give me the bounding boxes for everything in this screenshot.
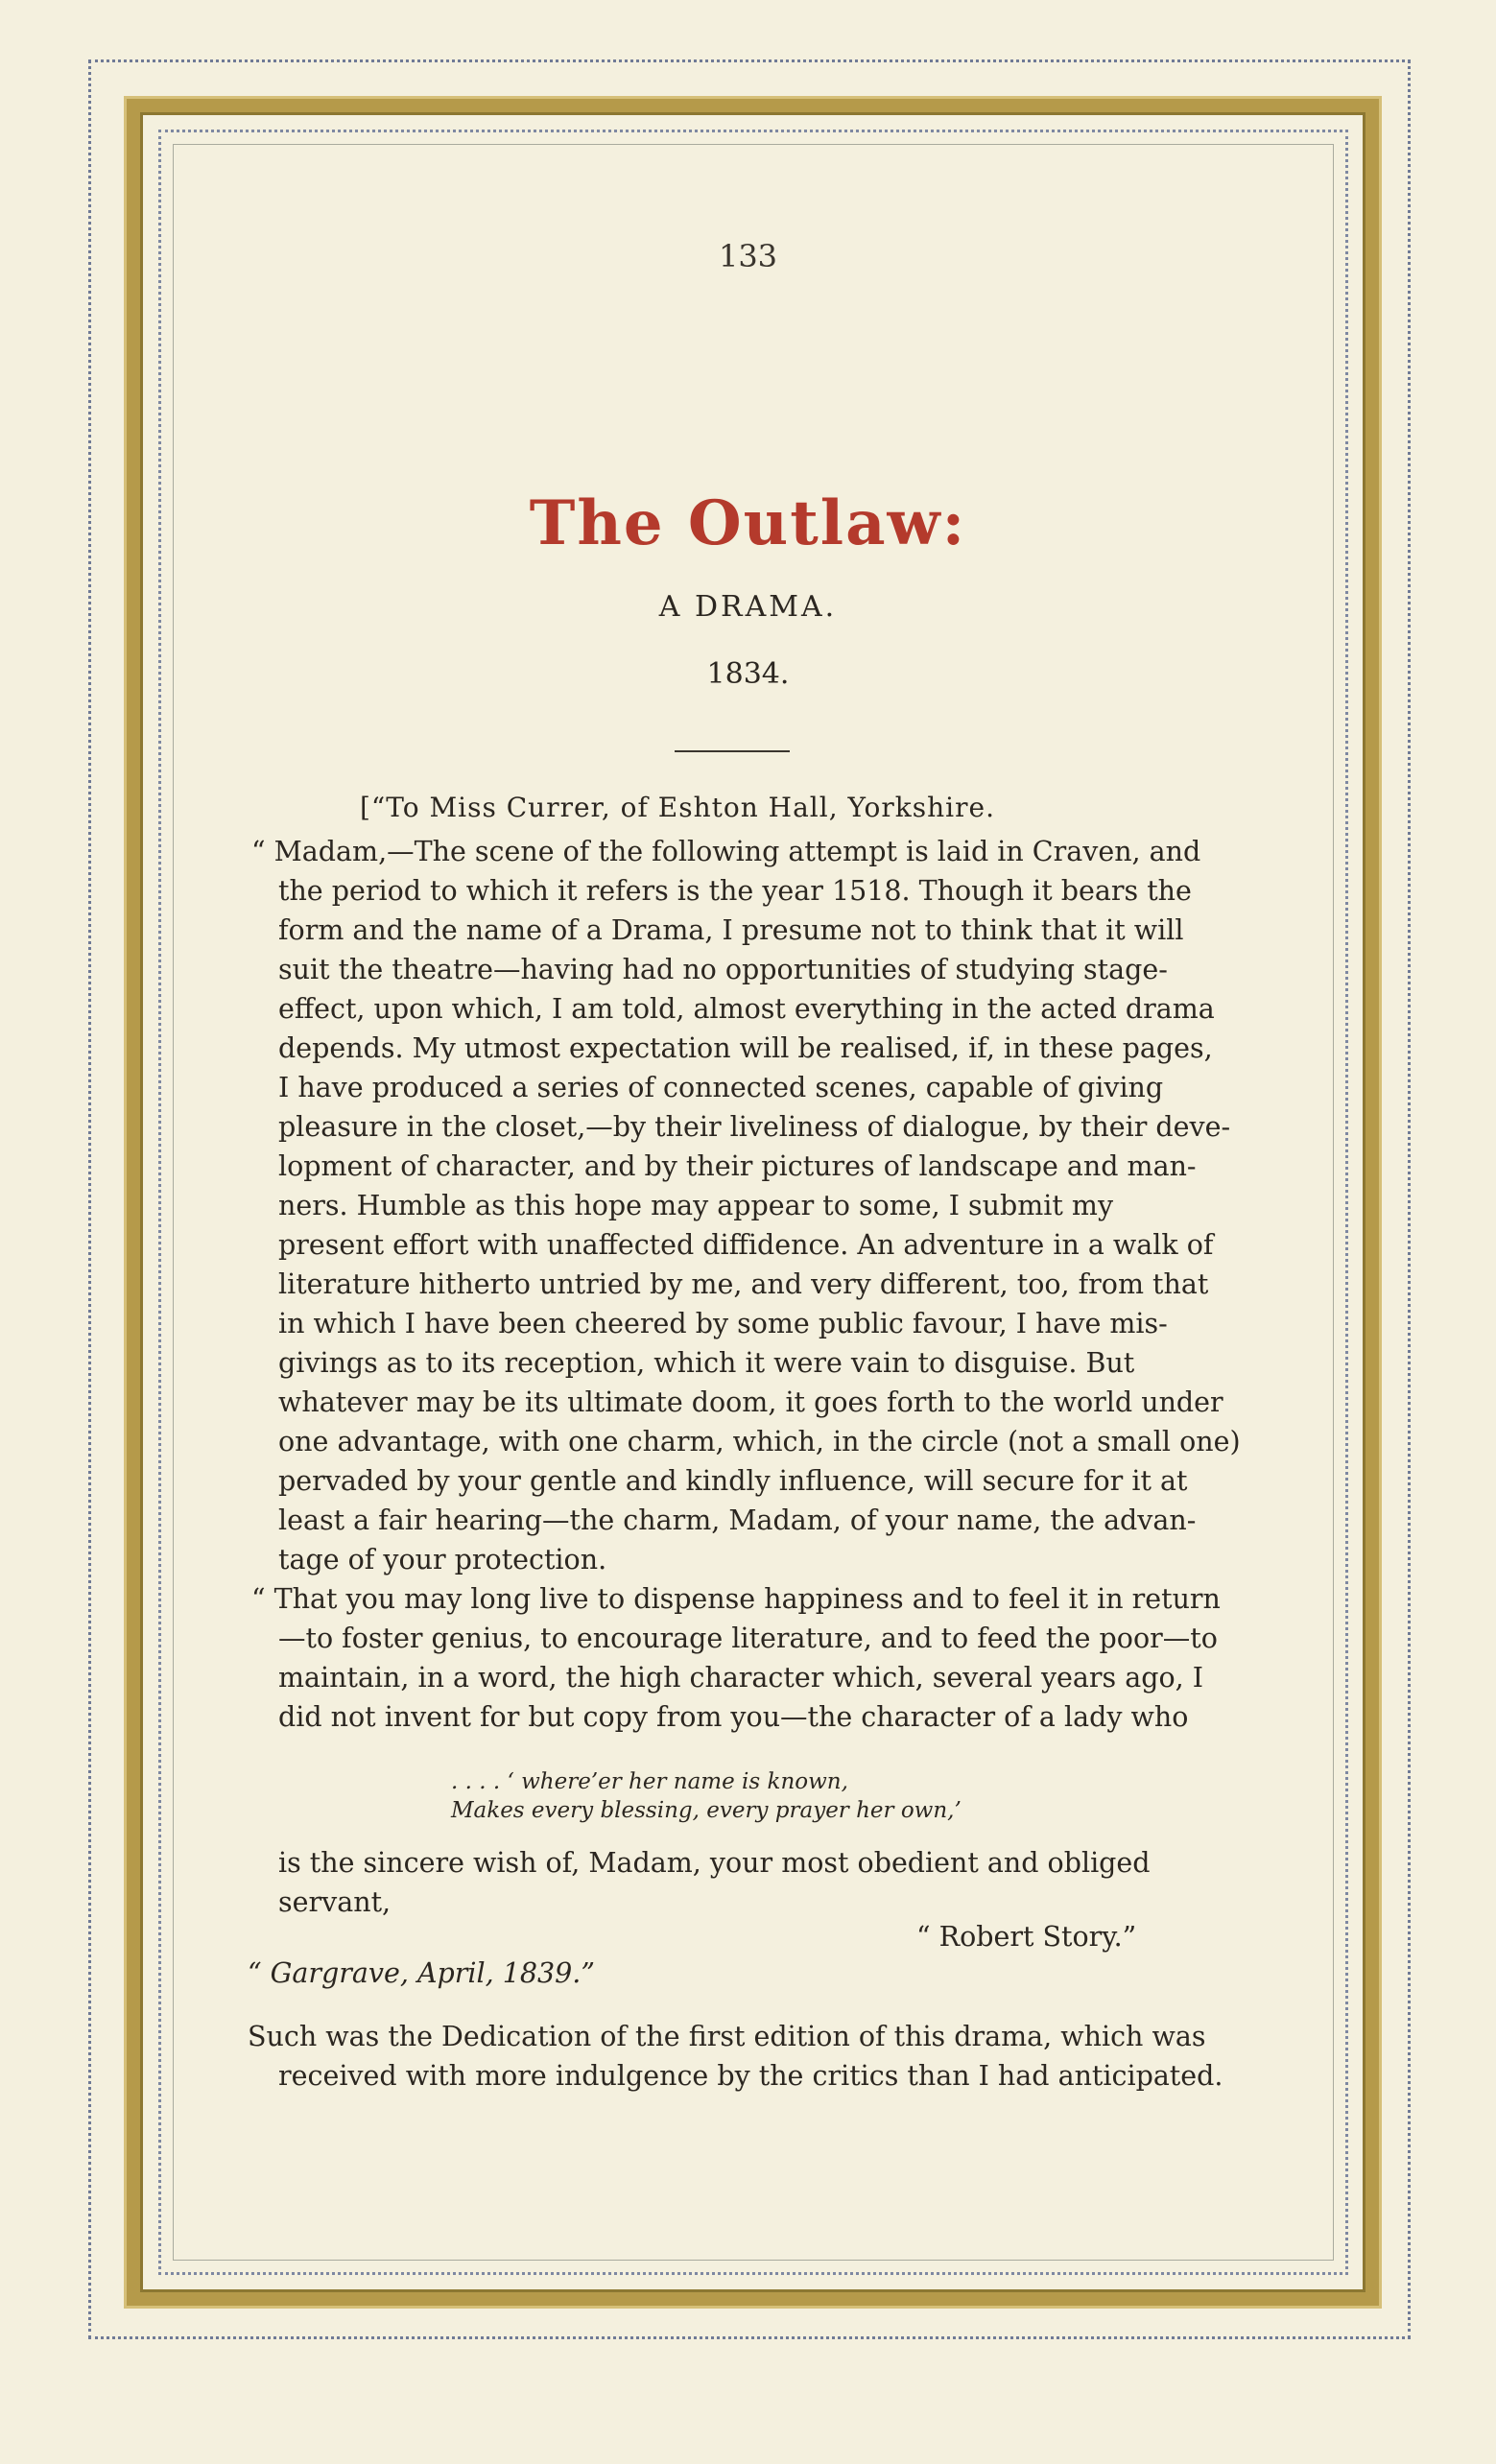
dateline: “ Gargrave, April, 1839.” — [248, 1957, 595, 1989]
letter-line: suit the theatre—having had no opportunities of studying stage- — [278, 954, 1168, 985]
signature: “ Robert Story.” — [916, 1921, 1137, 1953]
letter-line: pervaded by your gentle and kindly influence, will secure for it at — [278, 1465, 1188, 1497]
letter-line: present effort with unaffected diffidence. An adventure in a walk of — [278, 1229, 1214, 1261]
paragraph-line: received with more indulgence by the critics than I had anticipated. — [278, 2060, 1223, 2092]
letter-line: literature hitherto untried by me, and very different, too, from that — [278, 1268, 1209, 1300]
letter-line: “ Madam,—The scene of the following attempt is laid in Craven, and — [251, 836, 1201, 867]
letter-line: least a fair hearing—the charm, Madam, of your name, the advan- — [278, 1504, 1197, 1536]
letter-line: ners. Humble as this hope may appear to some, I submit my — [278, 1190, 1114, 1221]
letter-line: I have produced a series of connected scenes, capable of giving — [278, 1072, 1164, 1103]
section-divider — [675, 750, 790, 752]
letter-line: whatever may be its ultimate doom, it goes forth to the world under — [278, 1386, 1223, 1418]
letter-line: effect, upon which, I am told, almost everything in the acted drama — [278, 993, 1215, 1025]
letter-line: tage of your protection. — [278, 1544, 607, 1576]
letter-line: maintain, in a word, the high character which, several years ago, I — [278, 1662, 1203, 1694]
page-subtitle: A DRAMA. — [658, 590, 838, 624]
verse-quote-line: . . . . ‘ where’er her name is known, — [451, 1769, 848, 1794]
letter-line: form and the name of a Drama, I presume not to think that it will — [278, 914, 1184, 946]
letter-line: depends. My utmost expectation will be realised, if, in these pages, — [278, 1032, 1213, 1064]
paragraph-line: Such was the Dedication of the first edition of this drama, which was — [248, 2021, 1206, 2052]
year-line: 1834. — [706, 657, 790, 691]
letter-line: givings as to its reception, which it were vain to disguise. But — [278, 1347, 1135, 1379]
letter-line: the period to which it refers is the year 1518. Though it bears the — [278, 875, 1192, 907]
letter-line: pleasure in the closet,—by their liveliness of dialogue, by their deve- — [278, 1111, 1231, 1143]
page-title: The Outlaw: — [529, 487, 967, 559]
dedication-addressee: [“To Miss Currer, of Eshton Hall, Yorkshire. — [360, 792, 995, 823]
letter-line: —to foster genius, to encourage literature, and to feed the poor—to — [278, 1623, 1218, 1654]
closing-line: servant, — [278, 1886, 392, 1918]
letter-line: “ That you may long live to dispense happiness and to feel it in return — [251, 1583, 1221, 1615]
letter-line: did not invent for but copy from you—the character of a lady who — [278, 1701, 1189, 1733]
letter-line: in which I have been cheered by some public favour, I have mis- — [278, 1308, 1168, 1339]
letter-line: lopment of character, and by their pictures of landscape and man- — [278, 1150, 1197, 1182]
closing-line: is the sincere wish of, Madam, your most obedient and obliged — [278, 1847, 1151, 1879]
letter-line: one advantage, with one charm, which, in the circle (not a small one) — [278, 1426, 1241, 1457]
verse-quote-line: Makes every blessing, every prayer her own,’ — [451, 1798, 962, 1823]
page-number: 133 — [718, 238, 778, 274]
